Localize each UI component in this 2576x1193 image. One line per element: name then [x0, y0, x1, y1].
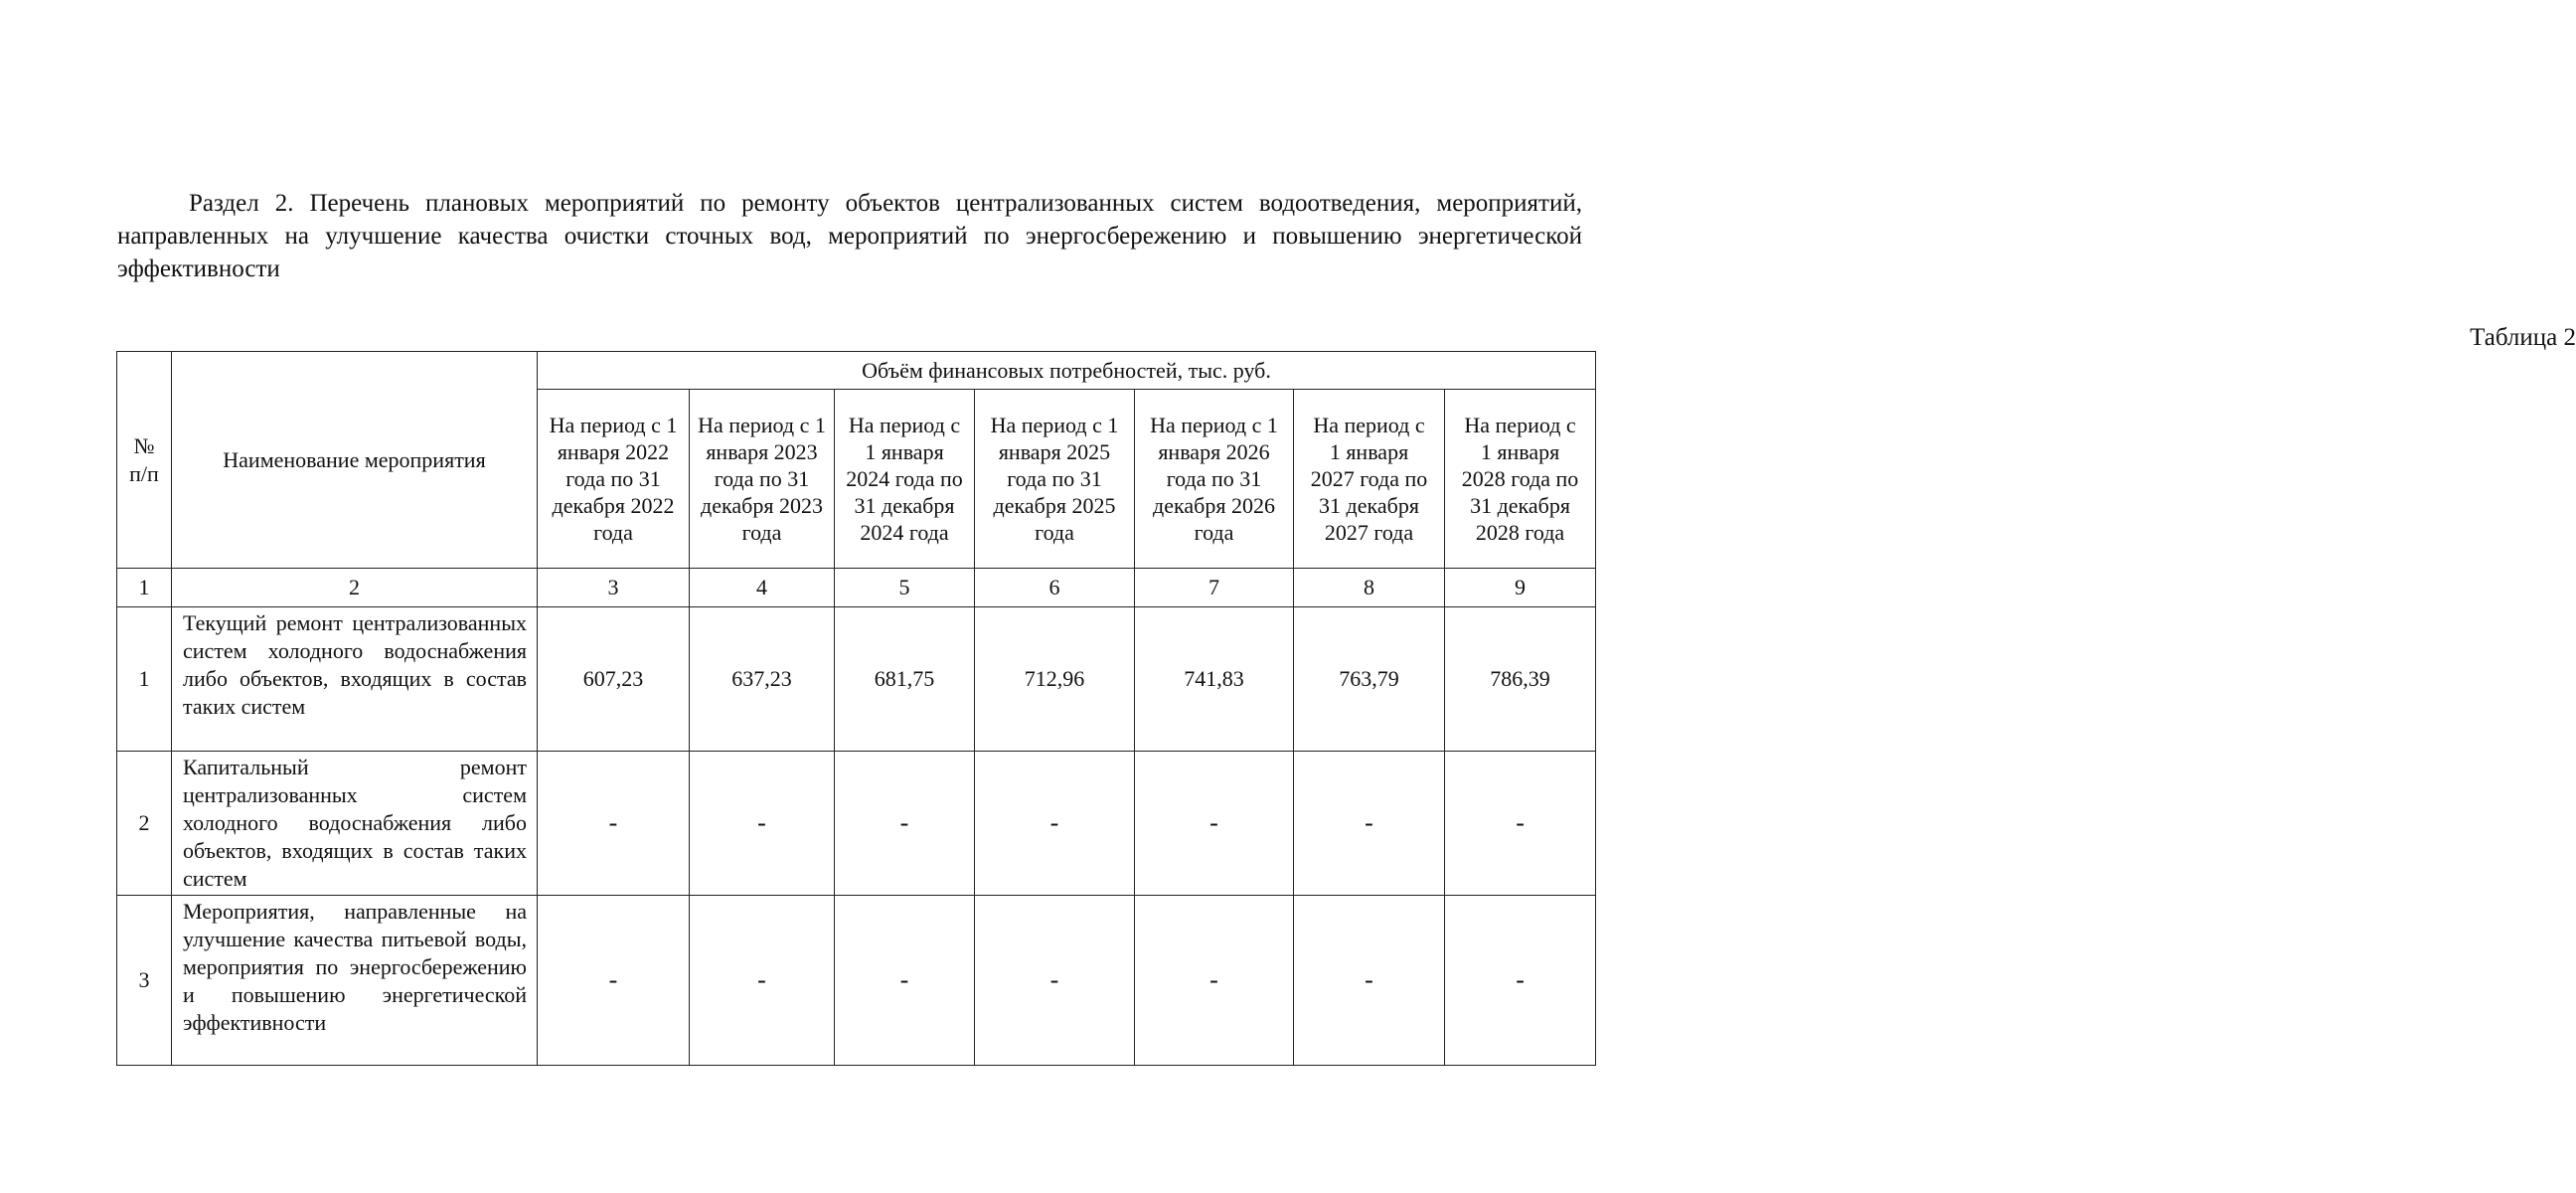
column-number: 2 [172, 569, 538, 607]
header-period-2022: На период с 1 января 2022 года по 31 декабря 2022 года [538, 390, 690, 569]
value-cell: - [1294, 752, 1445, 896]
value-cell: - [1294, 896, 1445, 1066]
value-cell: - [975, 752, 1135, 896]
table-caption: Таблица 2 [2470, 324, 2576, 351]
value-cell: 637,23 [690, 607, 835, 752]
column-number: 7 [1135, 569, 1294, 607]
value-cell: - [1135, 896, 1294, 1066]
value-cell: 763,79 [1294, 607, 1445, 752]
value-cell: - [975, 896, 1135, 1066]
value-cell: - [538, 896, 690, 1066]
row-number: 3 [117, 896, 172, 1066]
column-number: 5 [835, 569, 975, 607]
column-number: 4 [690, 569, 835, 607]
value-cell: - [1445, 752, 1596, 896]
header-period-2028: На период с 1 января 2028 года по 31 декабря 2028 года [1445, 390, 1596, 569]
column-number: 9 [1445, 569, 1596, 607]
header-period-2026: На период с 1 января 2026 года по 31 декабря 2026 года [1135, 390, 1294, 569]
column-number-row [117, 569, 1596, 607]
table-row [117, 607, 1596, 752]
header-financial-needs: Объём финансовых потребностей, тыс. руб. [538, 352, 1596, 390]
section-heading: Раздел 2. Перечень плановых мероприятий по ремонту объектов централизованных систем водоотведения, мероприятий, направленных на улучшение качества очистки сточных вод, мероприятий по энергосбережению и повышению энергетической эффективности [117, 190, 1582, 282]
activity-name: Капитальный ремонт централизованных систем холодного водоснабжения либо объектов, входящих в состав таких систем [172, 752, 538, 896]
row-number: 1 [117, 607, 172, 752]
header-row-number: № п/п [117, 352, 172, 569]
value-cell: 712,96 [975, 607, 1135, 752]
value-cell: - [835, 896, 975, 1066]
activity-name: Текущий ремонт централизованных систем холодного водоснабжения либо объектов, входящих в состав таких систем [172, 607, 538, 752]
value-cell: - [835, 752, 975, 896]
value-cell: - [1445, 896, 1596, 1066]
column-number: 6 [975, 569, 1135, 607]
header-activity-name: Наименование мероприятия [172, 352, 538, 569]
value-cell: 681,75 [835, 607, 975, 752]
table-row [117, 752, 1596, 896]
header-period-2025: На период с 1 января 2025 года по 31 декабря 2025 года [975, 390, 1135, 569]
table-row [117, 896, 1596, 1066]
value-cell: - [538, 752, 690, 896]
header-period-2027: На период с 1 января 2027 года по 31 декабря 2027 года [1294, 390, 1445, 569]
value-cell: - [1135, 752, 1294, 896]
value-cell: 741,83 [1135, 607, 1294, 752]
value-cell: 786,39 [1445, 607, 1596, 752]
row-number: 2 [117, 752, 172, 896]
column-number: 8 [1294, 569, 1445, 607]
financial-needs-table [116, 351, 1596, 1066]
column-number: 3 [538, 569, 690, 607]
value-cell: - [690, 896, 835, 1066]
value-cell: - [690, 752, 835, 896]
value-cell: 607,23 [538, 607, 690, 752]
header-period-2023: На период с 1 января 2023 года по 31 декабря 2023 года [690, 390, 835, 569]
column-number: 1 [117, 569, 172, 607]
activity-name: Мероприятия, направленные на улучшение качества питьевой воды, мероприятия по энергосбережению и повышению энергетической эффективности [172, 896, 538, 1066]
header-period-2024: На период с 1 января 2024 года по 31 декабря 2024 года [835, 390, 975, 569]
